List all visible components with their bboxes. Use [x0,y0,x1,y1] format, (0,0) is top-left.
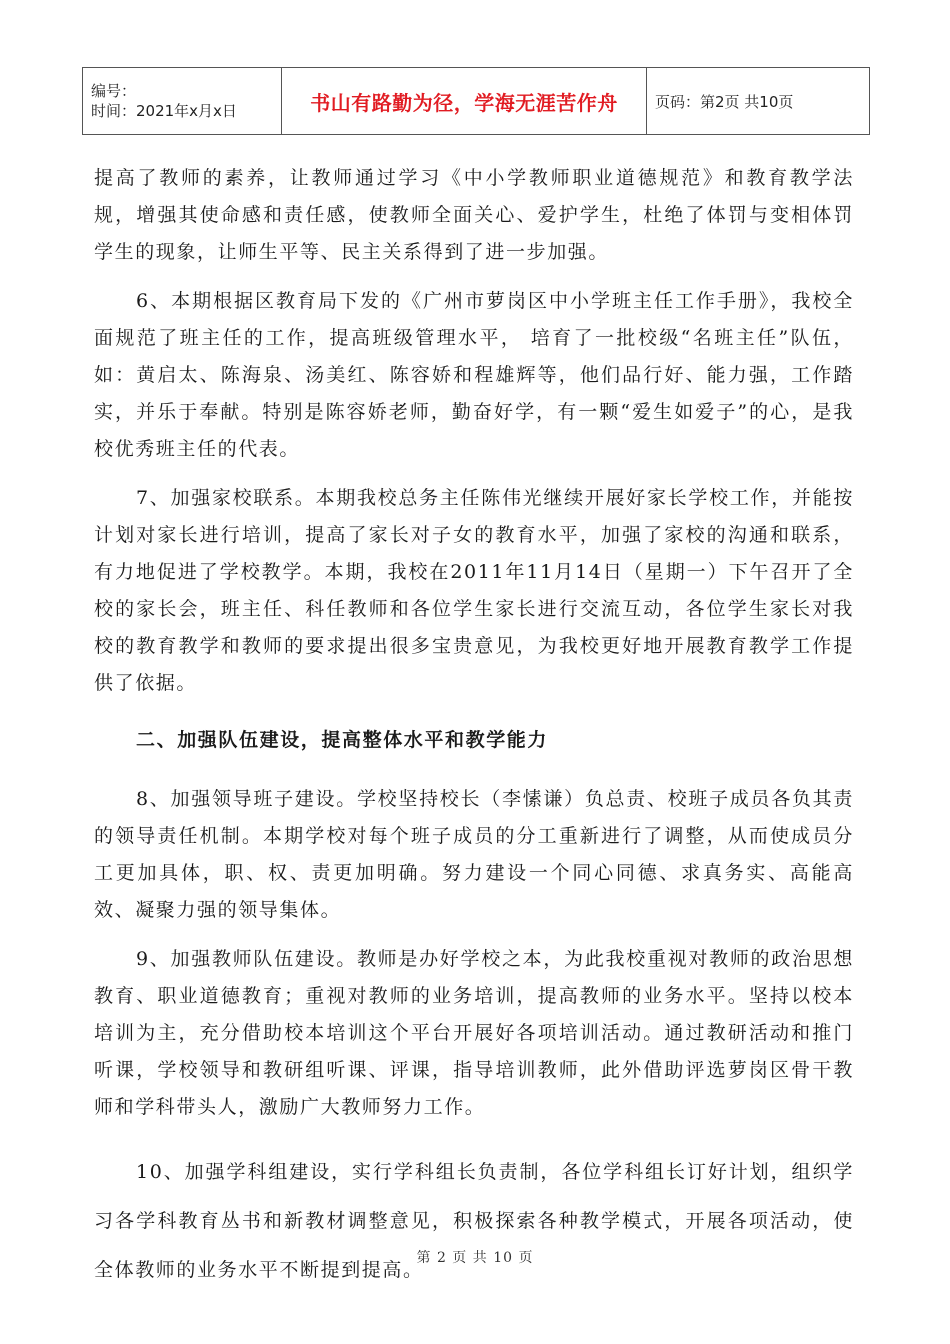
paragraph-8: 8、加强领导班子建设。学校坚持校长（李愫谦）负总责、校班子成员各负其责的领导责任机制。本期学校对每个班子成员的分工重新进行了调整，从而使成员分工更加具体，职、权、责更加明确。努力建设一个同心同德、求真务实、高能高效、凝聚力强的领导集体。 [94,788,854,921]
doc-number-label: 编号： [91,82,137,100]
document-body [94,160,854,1295]
paragraph-7: 7、加强家校联系。本期我校总务主任陈伟光继续开展好家长学校工作，并能按计划对家长进行培训，提高了家长对子女的教育水平，加强了家校的沟通和联系，有力地促进了学校教学。本期，我校在2011年11月14日（星期一）下午召开了全校的家长会，班主任、科任教师和各位学生家长进行交流互动，各位学生家长对我校的教育教学和教师的要求提出很多宝贵意见，为我校更好地开展教育教学工作提供了依据。 [94,487,854,694]
page-footer: 第 2 页 共 10 页 [416,1250,534,1266]
paragraph-1: 提高了教师的素养，让教师通过学习《中小学教师职业道德规范》和教育教学法规，增强其使命感和责任感，使教师全面关心、爱护学生，杜绝了体罚与变相体罚学生的现象，让师生平等、民主关系得到了进一步加强。 [94,167,854,263]
section-heading-2: 二、加强队伍建设，提高整体水平和教学能力 [136,729,549,751]
document-header-table [82,67,870,135]
header-motto-cell [282,68,647,135]
header-page-info: 页码：第2页 共10页 [647,68,870,135]
header-left-cell [83,68,282,135]
doc-time-label: 时间：2021年x月x日 [91,102,237,120]
header-motto: 书山有路勤为径，学海无涯苦作舟 [310,90,618,115]
paragraph-10: 10、加强学科组建设，实行学科组长负责制，各位学科组长订好计划，组织学习各学科教育丛书和新教材调整意见，积极探索各种教学模式，开展各项活动，使全体教师的业务水平不断提到提高。 [94,1161,854,1281]
paragraph-9: 9、加强教师队伍建设。教师是办好学校之本，为此我校重视对教师的政治思想教育、职业道德教育；重视对教师的业务培训，提高教师的业务水平。坚持以校本培训为主，充分借助校本培训这个平台开展好各项培训活动。通过教研活动和推门听课，学校领导和教研组听课、评课，指导培训教师，此外借助评选萝岗区骨干教师和学科带头人，激励广大教师努力工作。 [94,948,854,1118]
paragraph-6: 6、本期根据区教育局下发的《广州市萝岗区中小学班主任工作手册》，我校全面规范了班主任的工作，提高班级管理水平， 培育了一批校级“名班主任”队伍，如：黄启太、陈海泉、汤美红、陈容娇和程雄辉等，他们品行好、能力强，工作踏实，并乐于奉献。特别是陈容娇老师，勤奋好学，有一颗“爱生如爱子”的心，是我校优秀班主任的代表。 [94,290,854,460]
